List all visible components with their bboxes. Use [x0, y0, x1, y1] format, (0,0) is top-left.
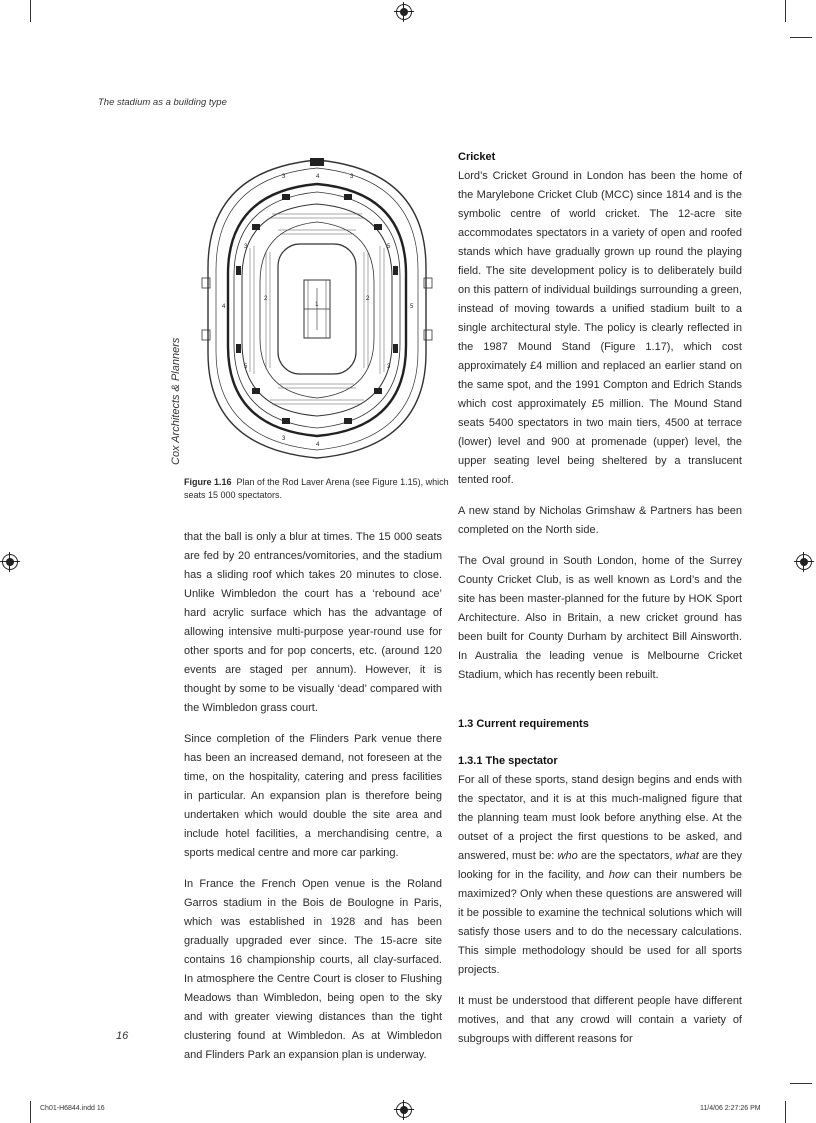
figure-caption — [184, 476, 450, 502]
figure-caption-label: Figure 1.16 — [184, 477, 232, 487]
plan-label: 5 — [387, 244, 391, 250]
plan-label: 4 — [222, 304, 226, 310]
paragraph: In France the French Open venue is the Roland Garros stadium in the Bois de Boulogne in Paris, which was established in 1928 and has been gradually upgraded ever since. The 15-acre site contains 16 championship courts, all clay-surfaced. In atmosphere the Centre Court is closer to Flushing Meadows than Wimbledon, being open to the sky and with greater viewing distances than the tight clustering found at Wimbledon. As at Wimbledon and Flinders Park an expansion plan is underway. — [184, 878, 442, 1061]
plan-label: 3 — [244, 244, 248, 250]
plan-label: 5 — [410, 304, 414, 310]
crop-mark — [790, 37, 812, 38]
paragraph: A new stand by Nicholas Grimshaw & Partners has been completed on the North side. — [458, 505, 742, 536]
stadium-plan-drawing — [182, 148, 452, 468]
registration-mark-icon — [396, 4, 412, 20]
figure-caption-text: Plan of the Rod Laver Arena (see Figure 1.15), which seats 15 000 spectators. — [184, 477, 449, 500]
plan-label: 2 — [264, 296, 268, 302]
emphasis: how — [608, 869, 630, 881]
paragraph: that the ball is only a blur at times. The 15 000 seats are fed by 20 entrances/vomitories, and the stadium has a sliding roof which takes 20 minutes to close. Unlike Wimbledon the court has a ‘rebound ace’ hard acrylic surface which has the advantage of allowing intensive multi-purpose year-round use for other sports and for pop concerts, etc. (around 120 events are staged per annum). However, it is thought by some to be visually ‘dead’ compared with the Wimbledon grass court. — [184, 531, 442, 714]
plan-label: 2 — [366, 296, 370, 302]
figure-credit: Cox Architects & Planners — [170, 337, 182, 465]
registration-mark-icon — [796, 554, 812, 570]
text-run: are the spectators, — [577, 850, 676, 862]
running-head: The stadium as a building type — [98, 97, 227, 108]
paragraph: It must be understood that different people have different motives, and that any crowd will contain a variety of subgroups with different reasons for — [458, 995, 742, 1045]
plan-label: 4 — [316, 174, 320, 180]
emphasis: who — [557, 850, 578, 862]
plan-label: 5 — [244, 364, 248, 370]
text-run: For all of these sports, stand design begins and ends with the spectator, and it is at this much-maligned figure that the planning team must look before anything else. At the outset of a project the first questions to be asked, and answered, must be: — [458, 774, 742, 862]
crop-mark — [785, 0, 786, 22]
plan-label: 3 — [387, 364, 391, 370]
paragraph: Lord’s Cricket Ground in London has been the home of the Marylebone Cricket Club (MCC) since 1814 and is the symbolic centre of world cricket. The 12-acre site accommodates spectators in a variety of open and roofed stands which have gradually grown up round the playing field. The site development policy is to deliberately build on this pattern of individual buildings surrounding a green, instead of moving towards a unified stadium built to a single architectural style. The policy is clearly reflected in the 1987 Mound Stand (Figure 1.17), which cost approximately £4 million and replaced an earlier stand on the same spot, and the 1991 Compton and Edrich Stands which cost approximately £5 million. The Mound Stand seats 5400 spectators in two main tiers, 4500 at terrace (lower) level and 900 at promenade (upper) level, the upper seating level being sheltered by a translucent tented roof. — [458, 170, 742, 486]
paragraph — [458, 771, 742, 980]
plan-label: 1 — [315, 302, 319, 308]
right-column — [458, 148, 742, 1061]
page-number: 16 — [116, 1030, 129, 1042]
crop-mark — [790, 1083, 812, 1084]
crop-mark — [785, 1101, 786, 1123]
paragraph: Since completion of the Flinders Park venue there has been an increased demand, not foreseen at the time, on the hospitality, catering and press facilities in particular. An expansion plan is therefore being undertaken which would double the site area and include hotel facilities, a merchandising centre, a sports medical centre and more car parking. — [184, 733, 442, 859]
slug-timestamp: 11/4/06 2:27:26 PM — [700, 1105, 761, 1112]
plan-label: 3 — [282, 174, 286, 180]
registration-mark-icon — [2, 554, 18, 570]
section-heading-cricket: Cricket — [458, 151, 496, 163]
registration-mark-icon — [396, 1102, 412, 1118]
section-heading: 1.3 Current requirements — [458, 718, 589, 730]
plan-label: 3 — [350, 174, 354, 180]
text-run: are they looking for in the facility, and — [458, 850, 742, 881]
slug-file: Ch01-H6844.indd 16 — [40, 1105, 105, 1112]
text-run: can their numbers be maximized? Only when these questions are answered will it be possible to examine the technical solutions which will satisfy those users and to do the necessary calculations. This simple methodology should be used for all sports projects. — [458, 869, 743, 976]
plan-label: 3 — [282, 436, 286, 442]
plan-label: 4 — [316, 442, 320, 448]
crop-mark — [30, 0, 31, 22]
stadium-plan-figure — [182, 148, 452, 468]
emphasis: what — [675, 850, 699, 862]
subsection-heading: 1.3.1 The spectator — [458, 755, 558, 767]
crop-mark — [30, 1101, 31, 1123]
left-column — [184, 528, 442, 1077]
paragraph: The Oval ground in South London, home of the Surrey County Cricket Club, is as well known as Lord’s and the site has been master-planned for the future by HOK Sport Architecture. Also in Britain, a new cricket ground has been built for County Durham by architect Bill Ainsworth. In Australia the leading venue is Melbourne Cricket Stadium, which has recently been rebuilt. — [458, 555, 742, 681]
